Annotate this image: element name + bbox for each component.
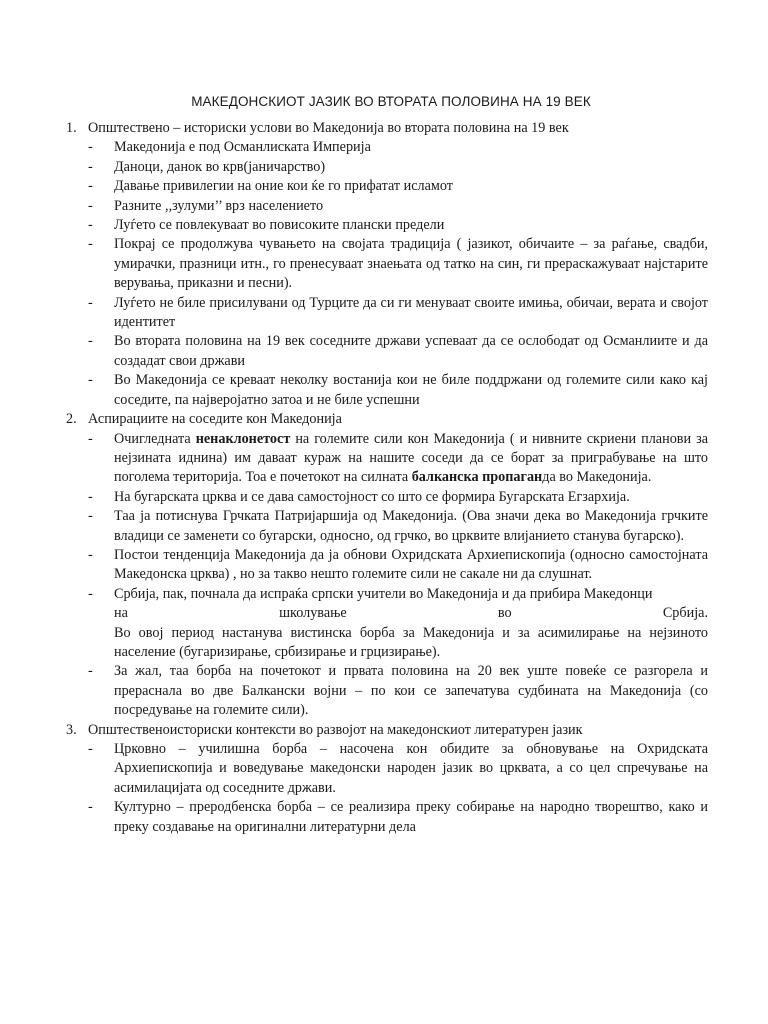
bullet-list xyxy=(66,740,708,837)
list-item: - На бугарската црква и се дава самостојност со што се формира Бугарската Егзархија. xyxy=(88,488,630,505)
bullet-list xyxy=(66,138,708,410)
section-heading xyxy=(66,410,708,429)
list-item: - Очигледната ненаклонетост на големите сили кон Македонија ( и нивните скриени планови за нејзината иднина) им даваат кураж на нашите соседи да се борат за приграбување на што поголема територија. Тоа е почетокот на силната балканска пропаганда во Македонија. xyxy=(88,430,708,486)
list-item: - Македонија е под Османлиската Империја xyxy=(88,139,371,156)
section-heading-text: Општествено – историски услови во Македонија во втората половина на 19 век xyxy=(88,120,569,136)
list-item: - Разните ,,зулуми’’ врз населението xyxy=(88,197,324,214)
section-heading xyxy=(66,119,708,138)
bold-term: ненаклонетост xyxy=(195,430,291,447)
list-item: - Културно – преродбенска борба – се реализира преку собирање на народно творештво, како и преку создавање на оригинални литературни дела xyxy=(88,799,708,835)
list-item: - Давање привилегии на оние кои ќе го прифатат исламот xyxy=(88,178,453,195)
list-item: - Во втората половина на 19 век соседните држави успеваат да се ослободат од Османлиите и да создадат свои држави xyxy=(88,333,708,369)
section-number: 3. xyxy=(66,721,77,738)
bold-term: балканска пропаган xyxy=(411,469,543,486)
section-1 xyxy=(66,119,708,410)
list-item: - Постои тенденција Македонија да ја обнови Охридската Архиепископија (односно самостојната Македонска црква) , но за такво нешто големите сили не сакале ни да слушнат. xyxy=(88,546,708,583)
section-2 xyxy=(66,410,708,721)
spread-line: на школување во Србија. xyxy=(114,605,708,622)
list-item: - Луѓето не биле присилувани од Турците да си ги менуваат своите имиња, обичаи, верата и својот идентитет xyxy=(88,294,708,331)
section-heading xyxy=(66,721,708,740)
list-item: - Покрај се продолжува чувањето на својата традиција ( јазикот, обичаите – за раѓање, свадби, умирачки, празници итн., го пренесуваат знаењата од татко на син, ги прераскажуваат најстарите верувања, приказни и песни). xyxy=(88,236,708,292)
list-item: - Даноци, данок во крв(јаничарство) xyxy=(88,158,326,175)
list-item: - Во Македонија се креваат неколку востанија кои не биле поддржани од големите сили како кај соседите, па највероjатно затоа и не биле успешни xyxy=(88,372,708,408)
section-3 xyxy=(66,721,708,837)
section-heading-text: Општественоисториски контексти во развојот на македонскиот литературен јазик xyxy=(88,721,583,738)
list-item: - За жал, таа борба на почетокот и првата половина на 20 век уште повеќе се разгорела и прераснала во две Балкански војни – по кои се запечатува судбината на Македонија (со посредување на големите сили). xyxy=(88,663,708,719)
section-number: 1. xyxy=(66,120,77,136)
section-heading-text: Аспирациите на соседите кон Македонија xyxy=(88,411,342,428)
section-number: 2. xyxy=(66,411,77,428)
list-item: - Таа ја потиснува Грчката Патријаршија од Македонија. (Ова значи дека во Македонија грчките владици се заменети со бугарски, односно, од грчко, во црквите влијанието станува бугарско). xyxy=(88,508,708,544)
list-item: - Србија, пак, почнала да испраќа српски учители во Македонија и да прибира Македонци на школување во Србија. Во овој период настанува вистинска борба за Македонија и за асимилирање на нејзиното население (бугаризирање, србизирање и грцизирање). xyxy=(88,585,708,660)
list-item: - Луѓето се повлекуваат во повисоките плански предели xyxy=(88,217,445,234)
bullet-list xyxy=(66,430,708,721)
list-item: - Црковно – училишна борба – насочена кон обидите за обновување на Охридската Архиепископија и воведување македонски народен јазик во црквата, а со цел спречување на асимилацијата од соседните држави. xyxy=(88,741,708,796)
document-title: МАКЕДОНСКИОТ ЈАЗИК ВО ВТОРАТА ПОЛОВИНА НА 19 ВЕК xyxy=(191,94,591,109)
